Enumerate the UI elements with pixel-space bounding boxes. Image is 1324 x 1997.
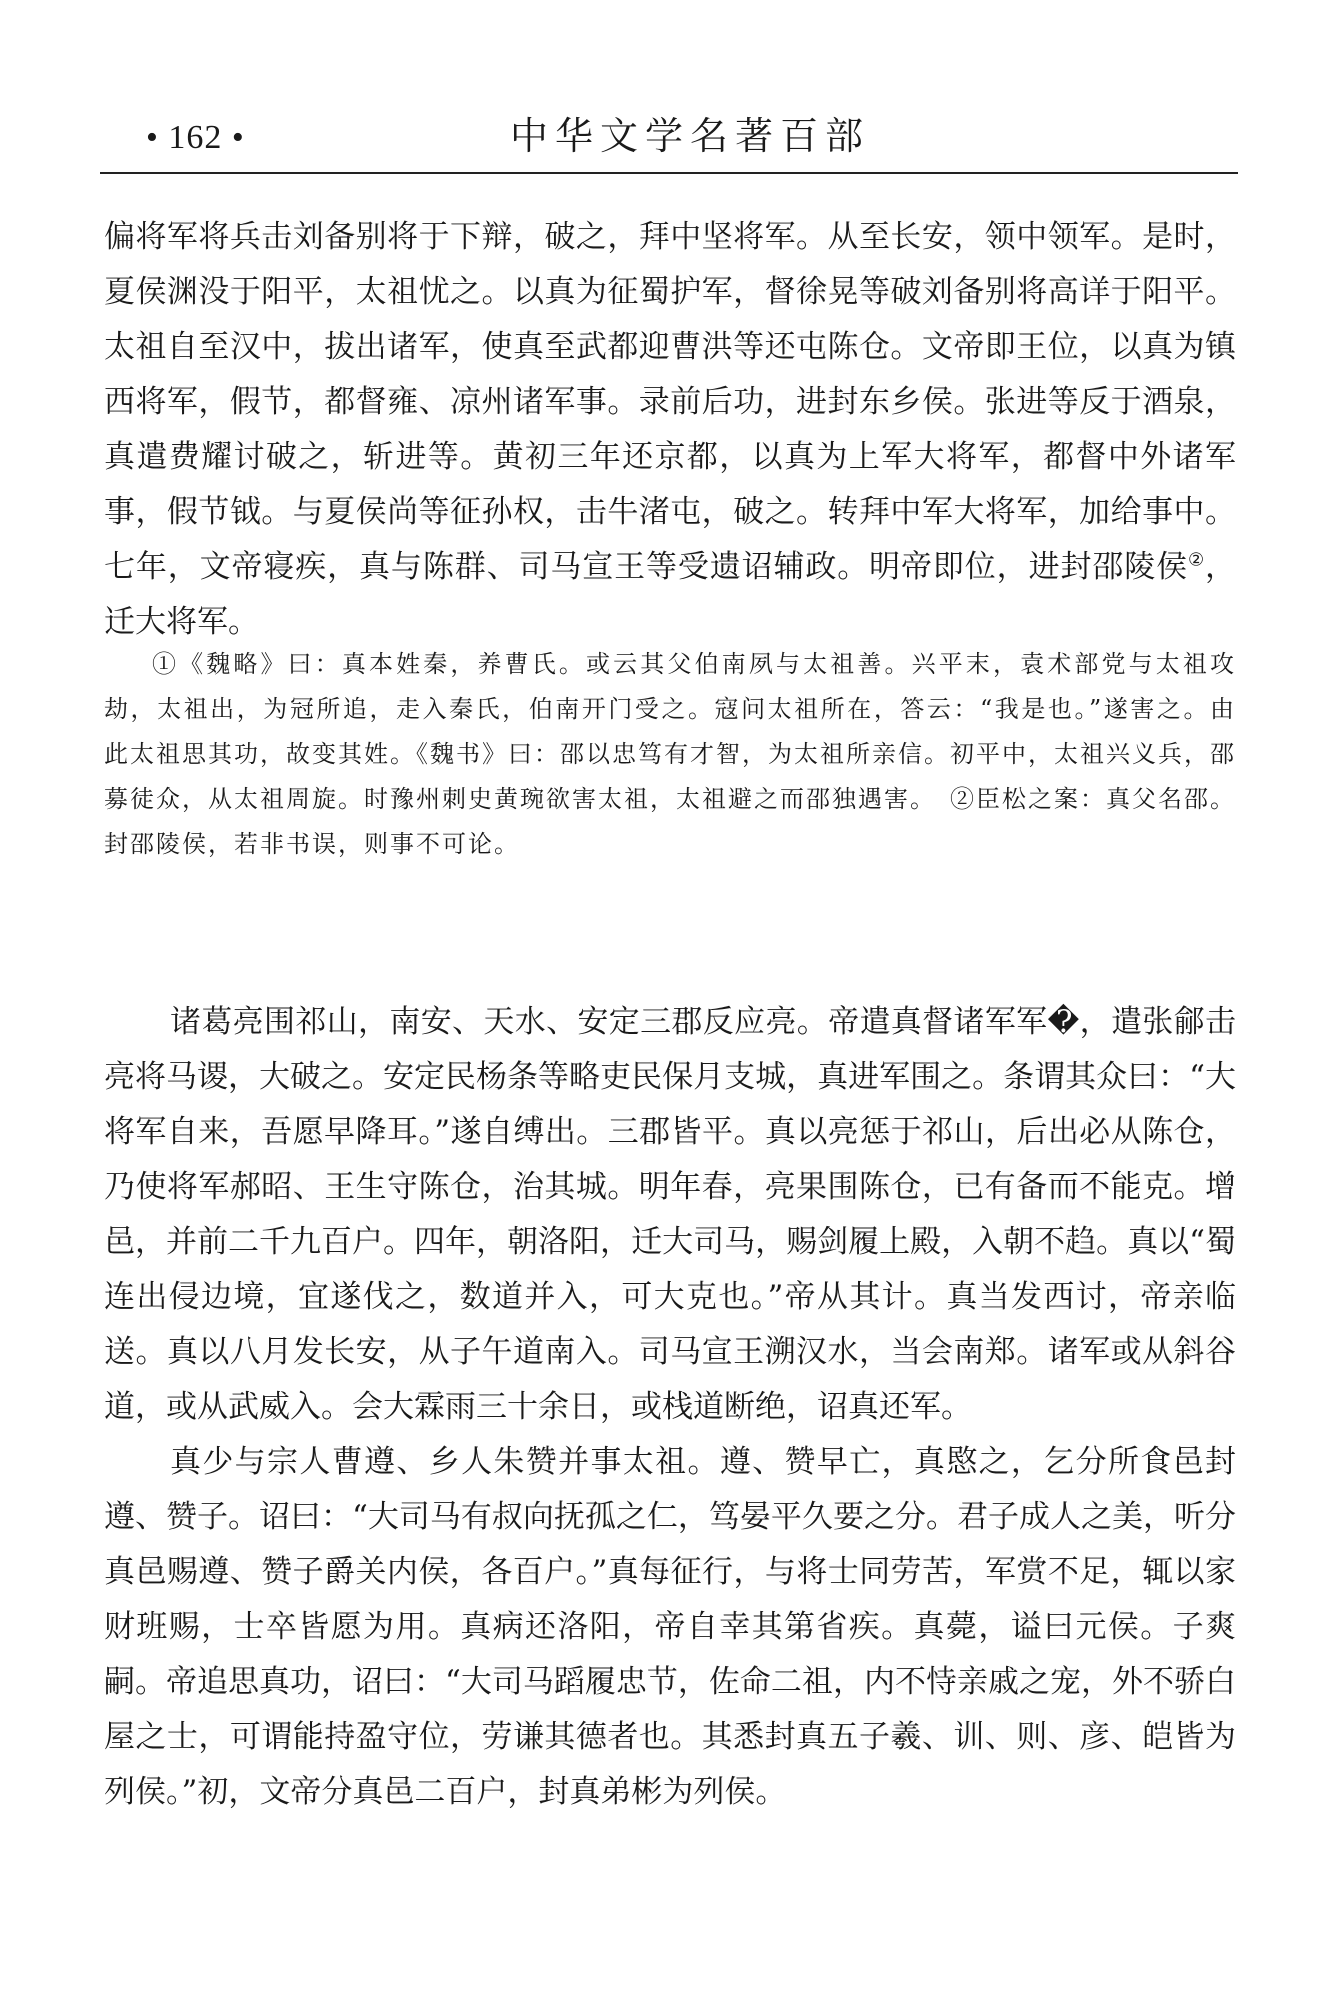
book-title: 中华文学名著百部 <box>510 114 871 158</box>
footnote-ref-2: ② <box>1187 549 1206 571</box>
body-paragraph-1 <box>104 210 1236 650</box>
paragraph-1-tail: ，迁大将军。 <box>104 549 1237 640</box>
body-paragraph-2: 诸葛亮围祁山，南安、天水、安定三郡反应亮。帝遣真督诸军军�，遣张鄃击亮将马谡，大破之。安定民杨条等略吏民保月支城，真进军围之。条谓其众曰：“大将军自来，吾愿早降耳。”遂自缚出。三郡皆平。真以亮惩于祁山，后出必从陈仓，乃使将军郝昭、王生守陈仓，治其城。明年春，亮果围陈仓，已有备而不能克。增邑，并前二千九百户。四年，朝洛阳，迁大司马，赐剑履上殿，入朝不趋。真以“蜀连出侵边境，宜遂伐之，数道并入，可大克也。”帝从其计。真当发西讨，帝亲临送。真以八月发长安，从子午道南入。司马宣王溯汉水，当会南郑。诸军或从斜谷道，或从武威入。会大霖雨三十余日，或栈道断绝，诏真还军。 <box>104 1004 1236 1425</box>
running-header <box>100 108 1238 174</box>
footnotes <box>104 642 1236 867</box>
body-section <box>104 995 1236 1820</box>
page-number: • 162 • <box>146 119 245 156</box>
body-paragraph-3: 真少与宗人曹遵、乡人朱赞并事太祖。遵、赞早亡，真愍之，乞分所食邑封遵、赞子。诏曰：“大司马有叔向抚孤之仁，笃晏平久要之分。君子成人之美，听分真邑赐遵、赞子爵关内侯，各百户。”真每征行，与将士同劳苦，军赏不足，辄以家财班赐，士卒皆愿为用。真病还洛阳，帝自幸其第省疾。真薨，谥曰元侯。子爽嗣。帝追思真功，诏曰：“大司马蹈履忠节，佐命二祖，内不恃亲戚之宠，外不骄白屋之士，可谓能持盈守位，劳谦其德者也。其悉封真五子羲、训、则、彦、皑皆为列侯。”初，文帝分真邑二百户，封真弟彬为列侯。 <box>104 1444 1236 1810</box>
footnote-text: ①《魏略》曰：真本姓秦，养曹氏。或云其父伯南夙与太祖善。兴平末，袁术部党与太祖攻劫，太祖出，为冠所追，走入秦氏，伯南开门受之。寇问太祖所在，答云：“我是也。”遂害之。由此太祖思其功，故变其姓。《魏书》曰：邵以忠笃有才智，为太祖所亲信。初平中，太祖兴义兵，邵募徒众，从太祖周旋。时豫州刺史黄琬欲害太祖，太祖避之而邵独遇害。 ②臣松之案：真父名邵。封邵陵侯，若非书误，则事不可论。 <box>104 650 1236 858</box>
header-rule <box>100 172 1238 174</box>
paragraph-1-text <box>104 210 1236 650</box>
paragraph-1-main: 偏将军将兵击刘备别将于下辩，破之，拜中坚将军。从至长安，领中领军。是时，夏侯渊没于阳平，太祖忧之。以真为征蜀护军，督徐晃等破刘备别将高详于阳平。太祖自至汉中，拔出诸军，使真至武都迎曹洪等还屯陈仓。文帝即王位，以真为镇西将军，假节，都督雍、凉州诸军事。录前后功，进封东乡侯。张进等反于酒泉，真遣费耀讨破之，斩进等。黄初三年还京都，以真为上军大将军，都督中外诸军事，假节钺。与夏侯尚等征孙权，击牛渚屯，破之。转拜中军大将军，加给事中。七年，文帝寝疾，真与陈群、司马宣王等受遗诏辅政。明帝即位，进封邵陵侯 <box>104 219 1236 585</box>
